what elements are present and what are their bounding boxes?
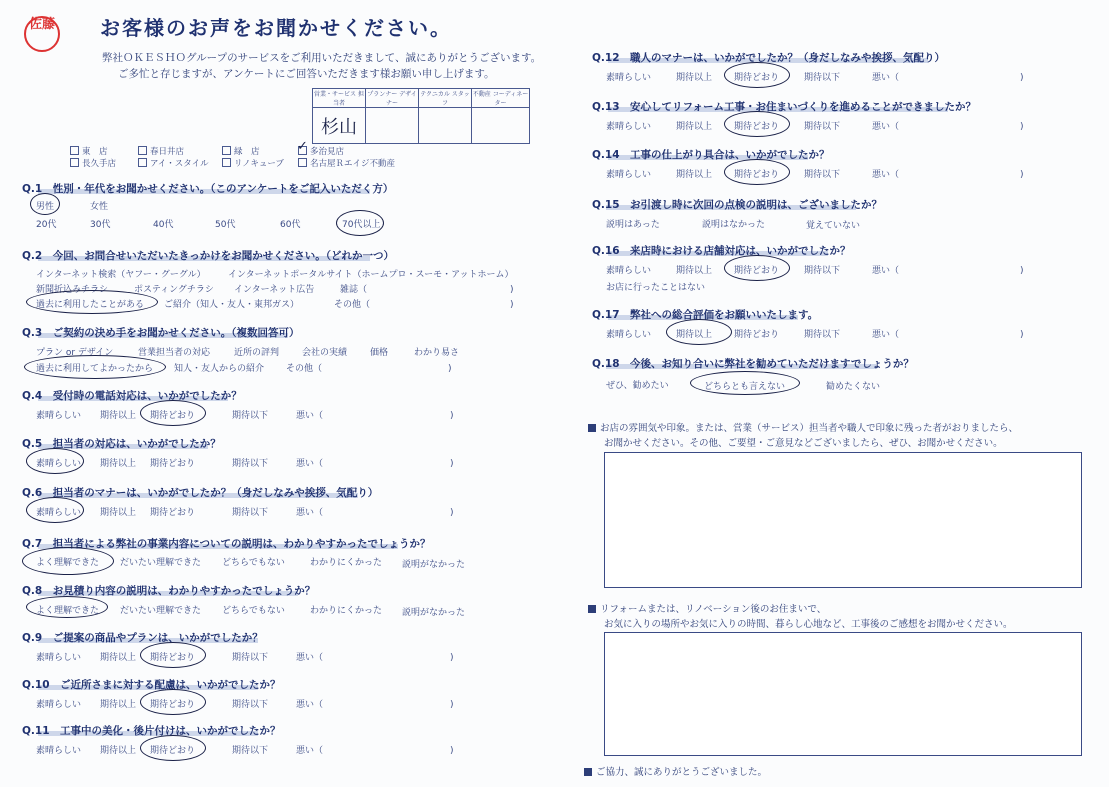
- q5-option-bad[interactable]: 悪い（: [296, 459, 324, 469]
- q2-magazine-close: ): [510, 285, 514, 295]
- q4-label: Q.4 受付時の電話対応は、いかがでしたか？: [22, 390, 242, 402]
- checkbox-icon: [222, 146, 231, 155]
- square-bullet-icon: [588, 424, 596, 432]
- q14-option-excellent[interactable]: 素晴らしい: [606, 170, 652, 180]
- q1-age-30[interactable]: 30代: [90, 220, 111, 230]
- q6-label: Q.6 担当者のマナーは、いかがでしたか？（身だしなみや挨拶、気配り）: [22, 487, 379, 499]
- q8-mostly-understood[interactable]: だいたい理解できた: [120, 606, 202, 616]
- q5-option-as-expected[interactable]: 期待どおり: [150, 459, 196, 469]
- staff-cell-technical[interactable]: [419, 108, 472, 144]
- q14-option-bad-close: ): [1020, 170, 1024, 180]
- q12-option-as-expected[interactable]: 期待どおり: [734, 73, 780, 83]
- q15-not-explained[interactable]: 説明はなかった: [702, 220, 766, 230]
- q1-age-60[interactable]: 60代: [280, 220, 301, 230]
- q7-label: Q.7 担当者による弊社の事業内容についての説明は、わかりやすかったでしょうか？: [22, 538, 431, 550]
- store-istyle[interactable]: アイ・スタイル: [138, 157, 209, 169]
- q1-age-40[interactable]: 40代: [153, 220, 174, 230]
- q16-option-bad[interactable]: 悪い（: [872, 266, 900, 276]
- square-bullet-icon: [584, 768, 592, 776]
- q15-explained[interactable]: 説明はあった: [606, 220, 660, 230]
- checkbox-icon: [138, 158, 147, 167]
- q14-option-bad[interactable]: 悪い（: [872, 170, 900, 180]
- footer-thanks: ご協力、誠にありがとうございました。: [584, 764, 767, 778]
- q10-option-excellent[interactable]: 素晴らしい: [36, 700, 82, 710]
- q16-option-below-expectation[interactable]: 期待以下: [804, 266, 841, 276]
- checkbox-icon: [70, 158, 79, 167]
- answer-circle: [24, 355, 166, 379]
- answer-circle: [30, 193, 60, 215]
- q3-clarity[interactable]: わかり易さ: [414, 348, 460, 358]
- q2-past-use[interactable]: 過去に利用したことがある: [36, 300, 145, 310]
- answer-circle: [724, 62, 790, 88]
- staff-header-realestate: 不動産 コーディネーター: [472, 89, 530, 108]
- q2-internet-search[interactable]: インターネット検索（ヤフー・グーグル）: [36, 270, 206, 280]
- comment2-prompt-2: お気に入りの場所やお気に入りの時間、暮らし心地など、工事後のご感想をお聞かせください。: [604, 619, 1013, 630]
- q3-track-record[interactable]: 会社の実績: [302, 348, 348, 358]
- answer-circle: [666, 319, 732, 345]
- q9-option-below-expectation[interactable]: 期待以下: [232, 653, 269, 663]
- q2-newspaper-flyer[interactable]: 新聞折込みチラシ: [36, 285, 109, 295]
- answer-circle: [140, 689, 206, 715]
- q9-label: Q.9 ご提案の商品やプランは、いかがでしたか？: [22, 632, 263, 644]
- q3-other[interactable]: その他（: [286, 364, 323, 374]
- q3-referral[interactable]: 知人・友人からの紹介: [174, 364, 265, 374]
- q1-label: Q.1 性別・年代をお聞かせください。（このアンケートをご記入いただく方）: [22, 183, 394, 195]
- q13-option-excellent[interactable]: 素晴らしい: [606, 122, 652, 132]
- store-nagakute[interactable]: 長久手店: [70, 157, 116, 169]
- q16-option-excellent[interactable]: 素晴らしい: [606, 266, 652, 276]
- q5-option-excellent[interactable]: 素晴らしい: [36, 459, 82, 469]
- q2-portal-site[interactable]: インターネットポータルサイト（ホームプロ・スーモ・アットホーム）: [228, 270, 514, 280]
- q1-gender-male[interactable]: 男性: [36, 202, 55, 212]
- q13-option-as-expected[interactable]: 期待どおり: [734, 122, 780, 132]
- q3-reputation[interactable]: 近所の評判: [234, 348, 280, 358]
- intro-line-2: ご多忙と存じますが、アンケートにご回答いただきます様お願い申し上げます。: [118, 68, 495, 80]
- q6-option-excellent[interactable]: 素晴らしい: [36, 508, 82, 518]
- q2-referral[interactable]: ご紹介（知人・友人・東邦ガス）: [164, 300, 300, 310]
- staff-header-technical: テクニカル スタッフ: [419, 89, 472, 108]
- answer-circle: [724, 255, 790, 281]
- q6-option-as-expected[interactable]: 期待どおり: [150, 508, 196, 518]
- q4-option-bad[interactable]: 悪い（: [296, 411, 324, 421]
- q6-option-bad[interactable]: 悪い（: [296, 508, 324, 518]
- store-tajimi[interactable]: 多治見店: [298, 145, 344, 157]
- answer-circle: [724, 159, 790, 185]
- q12-option-bad[interactable]: 悪い（: [872, 73, 900, 83]
- q3-sales-response[interactable]: 営業担当者の対応: [138, 348, 211, 358]
- q11-option-above-expectation[interactable]: 期待以上: [100, 746, 137, 756]
- page-title: お客様のお声をお聞かせください。: [100, 16, 452, 40]
- q18-label: Q.18 今後、お知り合いに弊社を勧めていただけますでしょうか？: [592, 358, 914, 370]
- q13-option-below-expectation[interactable]: 期待以下: [804, 122, 841, 132]
- q12-option-above-expectation[interactable]: 期待以上: [676, 73, 713, 83]
- q6-option-below-expectation[interactable]: 期待以下: [232, 508, 269, 518]
- q15-label: Q.15 お引渡し時に次回の点検の説明は、ございましたか？: [592, 199, 883, 211]
- q4-option-bad-close: ): [450, 411, 454, 421]
- q17-option-as-expected[interactable]: 期待どおり: [734, 330, 780, 340]
- answer-circle: [140, 735, 206, 761]
- q1-age-20[interactable]: 20代: [36, 220, 57, 230]
- q9-option-as-expected[interactable]: 期待どおり: [150, 653, 196, 663]
- q6-option-above-expectation[interactable]: 期待以上: [100, 508, 137, 518]
- answer-circle: [26, 448, 84, 474]
- q16-option-bad-close: ): [1020, 266, 1024, 276]
- q14-label: Q.14 工事の仕上がり具合は、いかがでしたか？: [592, 149, 830, 161]
- q16-label: Q.16 来店時における店舗対応は、いかがでしたか？: [592, 245, 851, 257]
- q7-no-explanation[interactable]: 説明がなかった: [402, 560, 466, 570]
- q5-option-below-expectation[interactable]: 期待以下: [232, 459, 269, 469]
- q17-option-bad[interactable]: 悪い（: [872, 330, 900, 340]
- q8-no-explanation[interactable]: 説明がなかった: [402, 608, 466, 618]
- q1-age-50[interactable]: 50代: [215, 220, 236, 230]
- q17-option-bad-close: ): [1020, 330, 1024, 340]
- q9-option-above-expectation[interactable]: 期待以上: [100, 653, 137, 663]
- q3-other-close: ): [448, 364, 452, 374]
- q9-option-bad-close: ): [450, 653, 454, 663]
- q7-neutral[interactable]: どちらでもない: [222, 558, 285, 568]
- q10-option-below-expectation[interactable]: 期待以下: [232, 700, 269, 710]
- staff-header-planner: プランナー デザイナー: [366, 89, 419, 108]
- checkbox-icon: [222, 158, 231, 167]
- q8-neutral[interactable]: どちらでもない: [222, 606, 285, 616]
- q7-mostly-understood[interactable]: だいたい理解できた: [120, 558, 202, 568]
- q15-dont-remember[interactable]: 覚えていない: [806, 221, 861, 231]
- store-kasugai[interactable]: 春日井店: [138, 145, 184, 157]
- q17-option-above-expectation[interactable]: 期待以上: [676, 330, 713, 340]
- square-bullet-icon: [588, 605, 596, 613]
- checkbox-icon: [70, 146, 79, 155]
- staff-table: [312, 88, 530, 144]
- store-nagoya-r-age[interactable]: 名古屋Ｒエイジ不動産: [298, 157, 395, 169]
- q7-hard-to-understand[interactable]: わかりにくかった: [310, 558, 383, 568]
- answer-circle: [690, 371, 800, 395]
- q2-magazine[interactable]: 雑誌（: [340, 285, 368, 295]
- comment1-textarea[interactable]: [604, 452, 1082, 588]
- q9-option-bad[interactable]: 悪い（: [296, 653, 324, 663]
- seal-stamp: 佐藤: [24, 16, 60, 52]
- q12-option-excellent[interactable]: 素晴らしい: [606, 73, 652, 83]
- q2-posting-flyer[interactable]: ポスティングチラシ: [134, 285, 214, 295]
- q18-neutral[interactable]: どちらとも言えない: [704, 382, 786, 392]
- q18-not-recommend[interactable]: 勧めたくない: [826, 382, 881, 392]
- staff-cell-realestate[interactable]: [472, 108, 530, 144]
- q11-label: Q.11 工事中の美化・後片付けは、いかがでしたか？: [22, 725, 281, 737]
- intro-line-1: 弊社ＯＫＥＳＨＯグループのサービスをご利用いただきまして、誠にありがとうございます。: [102, 52, 542, 64]
- q13-option-bad-close: ): [1020, 122, 1024, 132]
- staff-cell-sales[interactable]: [313, 108, 366, 144]
- q14-option-as-expected[interactable]: 期待どおり: [734, 170, 780, 180]
- q11-option-below-expectation[interactable]: 期待以下: [232, 746, 269, 756]
- checkbox-icon: [298, 158, 307, 167]
- q10-option-above-expectation[interactable]: 期待以上: [100, 700, 137, 710]
- q11-option-as-expected[interactable]: 期待どおり: [150, 746, 196, 756]
- q13-option-above-expectation[interactable]: 期待以上: [676, 122, 713, 132]
- answer-circle: [336, 210, 384, 236]
- comment2-textarea[interactable]: [604, 632, 1082, 756]
- q5-label: Q.5 担当者の対応は、いかがでしたか？: [22, 438, 221, 450]
- q7-understood-well[interactable]: よく理解できた: [36, 558, 100, 568]
- answer-circle: [22, 547, 114, 575]
- q11-option-bad[interactable]: 悪い（: [296, 746, 324, 756]
- q6-option-bad-close: ): [450, 508, 454, 518]
- answer-circle: [140, 642, 206, 668]
- q4-option-excellent[interactable]: 素晴らしい: [36, 411, 82, 421]
- q3-plan-design[interactable]: プラン or デザイン: [36, 348, 114, 358]
- q8-understood-well[interactable]: よく理解できた: [36, 606, 100, 616]
- q11-option-excellent[interactable]: 素晴らしい: [36, 746, 82, 756]
- answer-circle: [26, 290, 158, 314]
- q10-option-as-expected[interactable]: 期待どおり: [150, 700, 196, 710]
- q14-option-above-expectation[interactable]: 期待以上: [676, 170, 713, 180]
- q2-label: Q.2 今回、お問合せいただいたきっかけをお聞かせください。（どれか一つ）: [22, 250, 394, 262]
- q3-label: Q.3 ご契約の決め手をお聞かせください。（複数回答可）: [22, 327, 300, 339]
- q3-past-satisfaction[interactable]: 過去に利用してよかったから: [36, 364, 154, 374]
- q16-never-visited[interactable]: お店に行ったことはない: [606, 283, 706, 293]
- q12-option-below-expectation[interactable]: 期待以下: [804, 73, 841, 83]
- q10-label: Q.10 ご近所さまに対する配慮は、いかがでしたか？: [22, 679, 281, 691]
- q11-option-bad-close: ): [450, 746, 454, 756]
- q9-option-excellent[interactable]: 素晴らしい: [36, 653, 82, 663]
- answer-circle: [26, 497, 84, 523]
- q12-option-bad-close: ): [1020, 73, 1024, 83]
- store-east[interactable]: 東 店: [70, 145, 108, 157]
- comment1-prompt-1: お店の雰囲気や印象。または、営業（サービス）担当者や職人で印象に残った者がおりましたら、: [588, 420, 1018, 434]
- comment1-prompt-2: お聞かせください。その他、ご要望・ご意見などございましたら、ぜひ、お聞かせください。: [604, 438, 1003, 449]
- q13-label: Q.13 安心してリフォーム工事・お住まいづくりを進めることができましたか？: [592, 101, 977, 113]
- q10-option-bad-close: ): [450, 700, 454, 710]
- q16-option-above-expectation[interactable]: 期待以上: [676, 266, 713, 276]
- answer-circle: [140, 400, 206, 426]
- checkmark-icon: ✓: [297, 139, 308, 154]
- q4-option-below-expectation[interactable]: 期待以下: [232, 411, 269, 421]
- q2-other-close: ): [510, 300, 514, 310]
- answer-circle: [724, 111, 790, 137]
- comment2-prompt-1: リフォームまたは、リノベーション後のお住まいで、: [588, 601, 826, 615]
- q2-internet-ad[interactable]: インターネット広告: [234, 285, 315, 295]
- q4-option-above-expectation[interactable]: 期待以上: [100, 411, 137, 421]
- q2-other[interactable]: その他（: [334, 300, 371, 310]
- q5-option-above-expectation[interactable]: 期待以上: [100, 459, 137, 469]
- store-midori[interactable]: 緑 店: [222, 145, 260, 157]
- q4-option-as-expected[interactable]: 期待どおり: [150, 411, 196, 421]
- checkbox-icon: [138, 146, 147, 155]
- q12-label: Q.12 職人のマナーは、いかがでしたか？（身だしなみや挨拶、気配り）: [592, 52, 946, 64]
- q16-option-as-expected[interactable]: 期待どおり: [734, 266, 780, 276]
- q17-option-excellent[interactable]: 素晴らしい: [606, 330, 652, 340]
- q1-gender-female[interactable]: 女性: [90, 202, 109, 212]
- q8-label: Q.8 お見積り内容の説明は、わかりやすかったでしょうか？: [22, 585, 316, 597]
- q14-option-below-expectation[interactable]: 期待以下: [804, 170, 841, 180]
- answer-circle: [26, 596, 108, 618]
- staff-cell-planner[interactable]: [366, 108, 419, 144]
- q3-price[interactable]: 価格: [370, 348, 389, 358]
- q13-option-bad[interactable]: 悪い（: [872, 122, 900, 132]
- q5-option-bad-close: ): [450, 459, 454, 469]
- store-renocube[interactable]: リノキューブ: [222, 157, 284, 169]
- q18-recommend[interactable]: ぜひ、勧めたい: [606, 381, 669, 391]
- staff-header-sales: 営業・サービス 担当者: [313, 89, 366, 108]
- q1-age-70plus[interactable]: 70代以上: [342, 220, 381, 230]
- q10-option-bad[interactable]: 悪い（: [296, 700, 324, 710]
- handwritten-staff-name: 杉山: [321, 116, 357, 138]
- q17-label: Q.17 弊社への総合評価をお願いいたします。: [592, 309, 819, 321]
- q17-option-below-expectation[interactable]: 期待以下: [804, 330, 841, 340]
- q8-hard-to-understand[interactable]: わかりにくかった: [310, 606, 383, 616]
